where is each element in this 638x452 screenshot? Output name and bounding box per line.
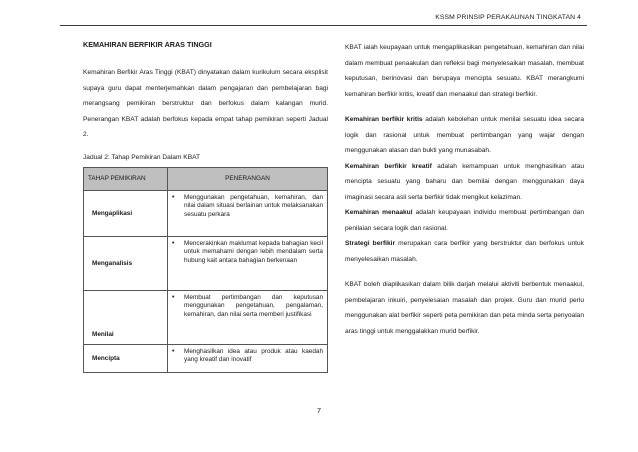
strategi-term: Strategi berfikir xyxy=(345,240,396,247)
header-penerangan: PENERANGAN xyxy=(168,167,328,190)
bullet-icon: • xyxy=(172,347,175,355)
table-row xyxy=(84,290,328,344)
section-heading: KEMAHIRAN BERFIKIR ARAS TINGGI xyxy=(83,40,212,49)
table-header-row xyxy=(84,167,328,190)
kreatif-term: Kemahiran berfikir kreatif xyxy=(345,162,432,170)
page-number: 7 xyxy=(316,406,322,415)
penerangan-cell: Mencerakinkan maklumat kepada bahagian kecil untuk memahami dengan lebih mendalam serta hubung kait antara bahagian berkenaan xyxy=(184,239,323,264)
menaakul-text: adalah keupayaan individu membuat pertimbangan dan penilaian secara logik dan rasional. xyxy=(345,209,584,232)
table-row xyxy=(84,190,328,236)
bullet-icon: • xyxy=(172,193,175,201)
kbat-table xyxy=(83,167,328,373)
table-row xyxy=(84,344,328,372)
application-paragraph: KBAT boleh diaplikasikan dalam bilik darjah melalui aktiviti berbentuk menaakul, pembelajaran inkuiri, penyelesaian masalah dan projek. Guru dan murid perlu menggunakan alat berfikir seperti peta pemikiran dan peta minda serta penyoalan aras tinggi untuk menggalakkan murid berfikir. xyxy=(345,281,584,335)
left-column xyxy=(83,40,328,373)
tahap-cell: Menilai xyxy=(84,290,168,344)
tahap-cell: Mengaplikasi xyxy=(84,190,168,236)
kbat-definition: KBAT ialah keupayaan untuk mengaplikasikan pengetahuan, kemahiran dan nilai dalam membuat penaakulan dan refleksi bagi menyelesaikan masalah, membuat keputusan, berinovasi dan berupaya mencipta sesuatu. KBAT merangkumi kemahiran berfikir kritis, kreatif dan menaakul dan strategi berfikir. xyxy=(345,44,584,98)
kritis-term: Kemahiran berfikir kritis xyxy=(345,116,423,123)
page-header xyxy=(60,6,587,26)
kreatif-text: adalah kemampuan untuk menghasilkan atau mencipta sesuatu yang baharu dan bernilai dengan menggunakan daya imaginasi secara asli serta berfikir tidak mengikut kelaziman. xyxy=(345,162,584,201)
strategi-text: merupakan cara berfikir yang berstruktur dan berfokus untuk menyelesaikan masalah. xyxy=(345,240,584,263)
header-title: KSSM PRINSIP PERAKAUNAN TINGKATAN 4 xyxy=(435,14,581,21)
kritis-text: adalah kebolehan untuk menilai sesuatu idea secara logik dan rasional untuk membuat pertimbangan yang wajar dengan menggunakan alasan dan bukti yang munasabah. xyxy=(345,116,584,154)
right-column xyxy=(345,40,584,339)
header-tahap: TAHAP PEMIKIRAN xyxy=(84,167,168,190)
table-caption: Jadual 2: Tahap Pemikiran Dalam KBAT xyxy=(83,153,201,161)
tahap-cell: Mencipta xyxy=(84,344,168,372)
menaakul-paragraph xyxy=(345,205,584,236)
strategi-paragraph xyxy=(345,236,584,267)
intro-paragraph: Kemahiran Berfikir Aras Tinggi (KBAT) dinyatakan dalam kurikulum secara eksplisit supaya guru dapat menterjemahkan dalam pengajaran dan pembelajaran bagi merangsang pemikiran berstruktur dan berfokus dalam kalangan murid. Penerangan KBAT adalah berfokus kepada empat tahap pemikiran seperti Jadual 2. xyxy=(83,69,328,138)
kritis-paragraph xyxy=(345,112,584,159)
bullet-icon: • xyxy=(172,293,175,301)
kreatif-paragraph xyxy=(345,159,584,206)
tahap-cell: Menganalisis xyxy=(84,236,168,290)
bullet-icon: • xyxy=(172,239,175,247)
penerangan-cell: Membuat pertimbangan dan keputusan menggunakan pengetahuan, pengalaman, kemahiran, dan nilai serta memberi justifikasi xyxy=(184,293,323,318)
penerangan-cell: Menggunakan pengetahuan, kemahiran, dan nilai dalam situasi berlainan untuk melaksanakan sesuatu perkara xyxy=(184,193,323,218)
table-row xyxy=(84,236,328,290)
menaakul-term: Kemahiran menaakul xyxy=(345,209,413,216)
penerangan-cell: Menghasilkan idea atau produk atau kaedah yang kreatif dan inovatif xyxy=(184,347,323,363)
